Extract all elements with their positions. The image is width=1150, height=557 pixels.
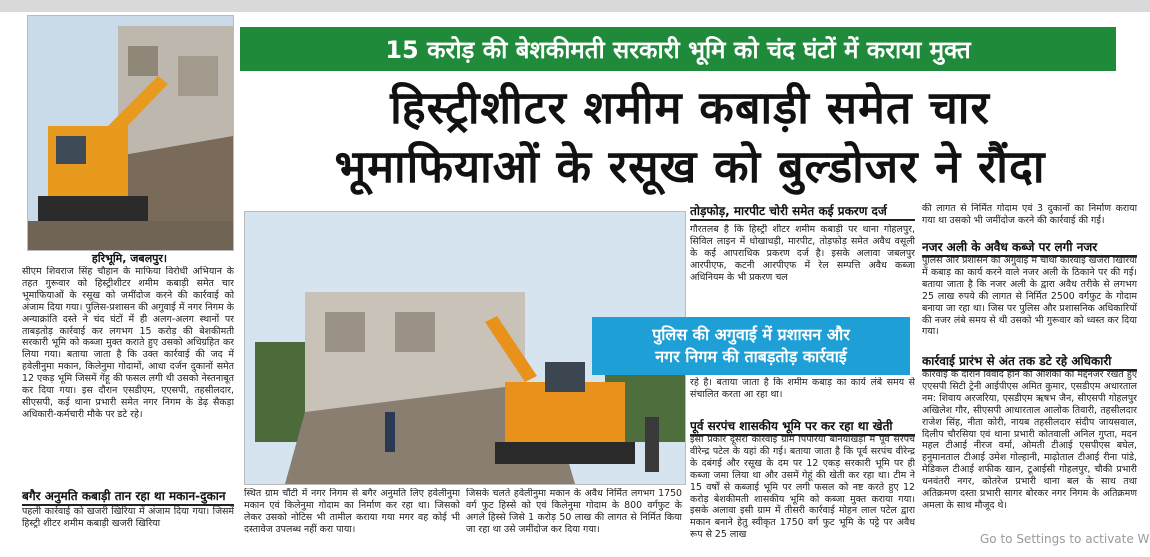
photo-column-text-1: स्थित ग्राम चौंटी में नगर निगम से बगैर अनुमति लिए हवेलीनुमा मकान एवं किलेनुमा गोदाम का निर्माण कर रहा था। जिसको लेकर उसको नोटिस भी तामील कराया गया मगर वह कोई भी दस्तावेज उपलब्ध नहीं करा पाया। (244, 488, 460, 535)
subheading-cases: तोड़फोड़, मारपीट चोरी समेत कई प्रकरण दर्ज (690, 202, 915, 221)
callout-box (592, 317, 910, 375)
headline (240, 78, 1140, 196)
subheading-kabadi: बगैर अनुमति कबाड़ी तान रहा था मकान-दुकान (22, 487, 234, 506)
subheading-officers: कार्रवाई प्रारंभ से अंत तक डटे रहे अधिकारी (922, 352, 1137, 371)
photo-caption: हरिभूमि, जबलपुर। (91, 252, 168, 265)
subheading-sarpanch: पूर्व सरपंच शासकीय भूमि पर कर रहा था खेती (690, 417, 915, 436)
top-border (0, 0, 1150, 12)
callout-line-2: नगर निगम की ताबड़तोड़ कार्रवाई (655, 347, 847, 366)
photo-column-text-2: जिसके चलते हवेलीनुमा मकान के अवैध निर्मित लगभग 1750 वर्ग फुट हिस्से को एवं किलेनुमा गोदाम के 800 वर्गफुट के अगले हिस्से जिसे 1 करोड़ 50 लाख की लागत से निर्मित किया जा रहा था उसे जमींदोज कर दिया गया। (466, 488, 682, 535)
subheading-nazar-ali: नजर अली के अवैध कब्जे पर लगी नजर (922, 238, 1137, 257)
article-column-1: सीएम शिवराज सिंह चौहान के माफिया विरोधी अभियान के तहत गुरूवार को हिस्ट्रीशीटर शमीम कबाड़ी समेत चार भूमाफियाओं के रसूख को जमींदोज करने की कार्रवाई को अंजाम दिया गया। पुलिस-प्रशासन की अगुवाई में नगर निगम के अन्याक्रांति दस्ते ने चंद घंटों में ही अलग-अलग स्थानों पर ताबड़तोड़ कार्रवाई कर लगभग 15 करोड़ की बेशकीमती सरकारी भूमि को कब्जा मुक्त कराते हुए उसको अधिग्रहित कर लिया गया। बताया जाता है कि उक्त कार्रवाई की जद में हवेलीनुमा मकान, किलेनुमा गोदामों, आधा दर्जन दुकानों समेत 12 एकड़ भूमि जिसमें गेंहू की फसल लगी थी उसको नेस्तनाबूत कर दिया गया। इस दौरान एसडीएम, एएसपी, तहसीलदार, सीएसपी, कई थाना प्रभारी समेत नगर निगम के डेढ़ सैकड़ा अधिकारी-कर्मचारी मौके पर डटे रहे। (22, 266, 234, 420)
article-column-1-continued: पहली कार्रवाई को खजरी खिरिया में अंजाम दिया गया। जिसमें हिस्ट्री शीटर शमीम कबाड़ी खजरी खिरिया (22, 506, 234, 529)
article-column-3-officers: कार्रवाई के दौरान विवाद होने की आशंका को मद्देनजर रखते हुए एएसपी सिटी ट्रेनी आईपीएस अमित कुमार, एसडीएम अधारताल नम: शिवाय अरजरिया, एसडीएम ऋषभ जैन, सीएसपी गोहलपुर अखिलेश गौर, सीएसपी आधारताल आलोक तिवारी, तहसीलदार राजेश सिंह, नीता कोरी, नायब तहसीलदार संदीप जायसवाल, दिलीप चौरसिया एवं थाना प्रभारी कोतवाली अनिल गुप्ता, मदन महल टीआई नीरज वर्मा, ओमती टीआई एसपीएस बघेल, हनुमानताल टीआई उमेश गोल्हानी, माढ़ोताल टीआई रीना पांडे, मेडिकल टीआई शफीक खान, टूआईसी गोहलपुर, चौकी प्रभारी धनवंतरी नगर, कोतरेज प्रभारी थाना बल के साथ तथा अतिक्रमण दस्ता प्रभारी सागर बोरकर नगर निगम के अतिक्रमण अमला के साथ मौजूद थे। (922, 369, 1137, 511)
headline-line-1: हिस्ट्रीशीटर शमीम कबाड़ी समेत चार (390, 81, 990, 134)
article-column-2-continued: रहे है। बताया जाता है कि शमीम कबाड़ का कार्य लंबे समय से संचालित करता आ रहा था। (690, 377, 915, 400)
top-banner: 15 करोड़ की बेशकीमती सरकारी भूमि को चंद घंटों में कराया मुक्त (240, 27, 1116, 71)
article-column-2: गौरतलब है कि हिस्ट्री शीटर शमीम कबाड़ी पर थाना गोहलपुर, सिविल लाइन में धोखाधड़ी, मारपीट, तोड़फोड़ समेत अवैध वसूली के कई आपराधिक प्रकरण दर्ज है। इसके अलावा जबलपुर आरपीएफ, कटनी आरपीएफ में रेल सम्पत्ति अवैध कब्जा अधिनियम के भी प्रकरण चल (690, 224, 915, 283)
article-column-2-sarpanch: इसी प्रकार दूसरी कार्रवाई ग्राम पिपरिया बनियाखेड़ा में पूर्व सरपंच वीरेन्द्र पटेल के यहां की गई। बताया जाता है कि पूर्व सरपंच वीरेन्द्र के दबंगई और रसूख के दम पर 12 एकड़ सरकारी भूमि पर ही कब्जा जमा लिया था और उसमें गेहूं की खेती कर रहा था। टीम ने 15 वर्षों से कब्जाई भूमि पर लगी फसल को नष्ट करते हुए 12 करोड़ बेशकीमती शासकीय भूमि को कब्जा मुक्त कराया गया। इसके अलावा इसी ग्राम में तीसरी कार्रवाई मोहन लाल पटेल द्वारा मकान बनाने हेतु स्वीकृत 1750 वर्ग फुट भूमि के पट्टे पर अवैध रूप से 25 लाख (690, 434, 915, 541)
photo-illustration (28, 16, 233, 250)
article-column-3-top: की लागत से निर्मित गोदाम एवं 3 दुकानों का निर्माण कराया गया था उसको भी जमींदोज करने की कार्रवाई की गई। (922, 203, 1137, 226)
activation-watermark: Go to Settings to activate W (980, 532, 1150, 546)
callout-line-1: पुलिस की अगुवाई में प्रशासन और (652, 325, 850, 344)
article-column-3: पुलिस और प्रशासन की अगुवाई में चौथी कार्रवाई खजरी खिरिया में कबाड़ का कार्य करने वाले नजर अली के ठिकाने पर की गई। बताया जाता है कि नजर अली के द्वारा अवैध तरीके से लगभग 25 लाख रुपये की लागत से निर्मित 2500 वर्गफुट के गोदाम बनाया जा रहा था। जिस पर पुलिस और प्रशासनिक अधिकारियों की नजर लंबे समय से थी उसको भी गुरूवार को ध्वस्त कर दिया गया। (922, 255, 1137, 338)
headline-line-2: भूमाफियाओं के रसूख को बुल्डोजर ने रौंदा (334, 140, 1046, 193)
bulldozer-photo-small (27, 15, 234, 251)
